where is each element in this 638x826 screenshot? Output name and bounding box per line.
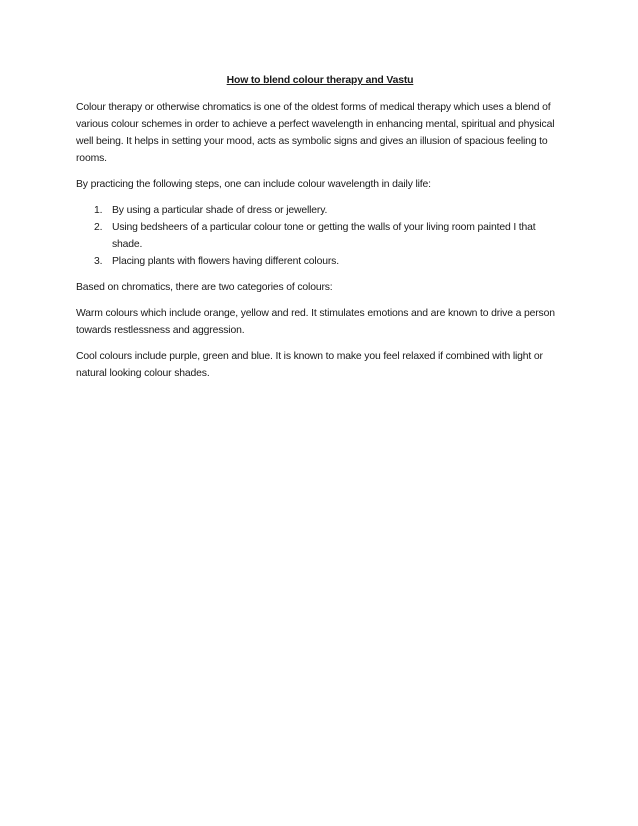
list-item-text: Using bedsheers of a particular colour tone or getting the walls of your living room painted I that shade. (112, 222, 536, 250)
list-item-number: 3. (94, 256, 103, 267)
list-item (76, 202, 564, 219)
cool-colours-paragraph: Cool colours include purple, green and blue. It is known to make you feel relaxed if combined with light or natural looking colour shades. (76, 351, 543, 379)
document-body (76, 72, 564, 391)
intro-paragraph: Colour therapy or otherwise chromatics is one of the oldest forms of medical therapy which uses a blend of various colour schemes in order to achieve a perfect wavelength in enhancing mental, spiritual and physical well being. It helps in setting your mood, acts as symbolic signs and gives an illusion of spacious feeling to rooms. (76, 102, 555, 164)
list-item-number: 2. (94, 222, 103, 233)
categories-intro-paragraph: Based on chromatics, there are two categories of colours: (76, 282, 333, 293)
list-item (76, 219, 564, 253)
steps-intro-paragraph: By practicing the following steps, one can include colour wavelength in daily life: (76, 179, 431, 190)
list-item-text: By using a particular shade of dress or jewellery. (112, 205, 328, 216)
list-item (76, 253, 564, 270)
list-item-text: Placing plants with flowers having different colours. (112, 256, 339, 267)
list-item-number: 1. (94, 205, 103, 216)
document-title: How to blend colour therapy and Vastu (226, 75, 414, 86)
steps-list (76, 202, 564, 270)
warm-colours-paragraph: Warm colours which include orange, yellow and red. It stimulates emotions and are known to drive a person towards restlessness and aggression. (76, 308, 555, 336)
